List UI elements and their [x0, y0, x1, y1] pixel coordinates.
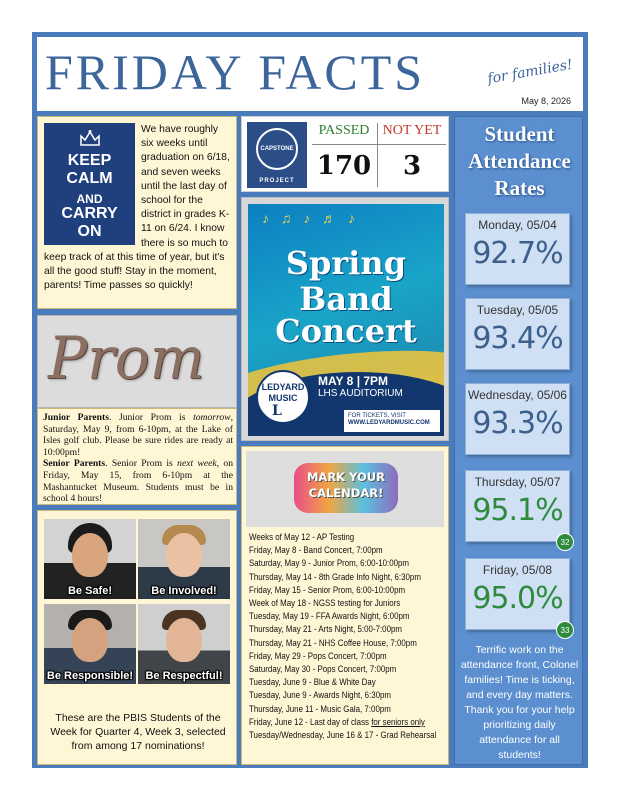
keep-calm-text-wrap [44, 123, 232, 293]
senior-rest: , on Friday, May 15, from 6-10pm at the Mashantucket Museum. Students must be in school 4 hours! [43, 458, 233, 505]
attendance-card [465, 470, 570, 547]
calendar-item: Saturday, May 9 - Junior Prom, 6:00-10:00pm [249, 558, 410, 569]
calendar-item: Tuesday, May 19 - FFA Awards Night, 6:00pm [249, 611, 410, 622]
prom-panel [37, 408, 237, 505]
photo-label: Be Respectful! [145, 670, 223, 682]
attendance-panel [454, 116, 583, 765]
music-notes-icon: ♪ ♫ ♪ ♬ ♪ [262, 210, 360, 226]
poster-title: Spring [285, 244, 407, 282]
calendar-item-text: Friday, June 12 - Last day of class [249, 716, 372, 727]
calendar-panel [241, 446, 449, 765]
not-yet-count: 3 [402, 151, 422, 181]
face-shape [166, 618, 202, 662]
attendance-day: Monday, 05/04 [478, 218, 557, 232]
attendance-rate: 93.3% [472, 406, 563, 441]
attendance-card [465, 213, 570, 285]
junior-label: Junior Parents [43, 412, 109, 423]
capstone-logo-text: CAPSTONE [256, 128, 298, 170]
attendance-card [465, 383, 570, 455]
student-photo [44, 519, 136, 599]
calendar-item: Tuesday/Wednesday, June 16 & 17 - Grad Rehearsal [249, 730, 437, 741]
logo-text: LEDYARD [261, 382, 305, 392]
ticket-text: FOR TICKETS, VISIT [348, 413, 406, 419]
calm-line: CALM [66, 170, 113, 187]
attendance-rate: 95.0% [472, 581, 563, 616]
page-title: FRIDAY FACTS [45, 44, 426, 100]
concert-date: MAY 8 | 7PM [318, 374, 389, 388]
calm-line: ON [77, 223, 102, 240]
capstone-logo [247, 122, 307, 188]
junior-text: . Junior Prom is [108, 412, 194, 423]
logo-letter: L [272, 403, 282, 419]
senior-text: . Senior Prom is [105, 458, 178, 470]
calendar-item: Friday, May 8 - Band Concert, 7:00pm [249, 545, 383, 556]
pbis-caption: These are the PBIS Students of the Week for Quarter 4, Week 3, selected from among 17 nominations! [50, 712, 226, 752]
calm-line: AND [76, 192, 103, 206]
attendance-day: Wednesday, 05/06 [468, 388, 567, 402]
calendar-item [249, 716, 427, 729]
calendar-item: Saturday, May 30 - Pops Concert, 7:00pm [249, 664, 397, 675]
student-photo [138, 604, 230, 684]
senior-em: next week [177, 458, 217, 470]
tagline: for families! [486, 56, 574, 88]
attendance-day: Tuesday, 05/05 [476, 303, 559, 317]
ticket-url: WWW.LEDYARDMUSIC.COM [348, 420, 430, 426]
student-photo [138, 519, 230, 599]
calendar-item: Friday, May 29 - Pops Concert, 7:00pm [249, 650, 387, 661]
attendance-title-line: Student [484, 122, 555, 146]
junior-em: tomorrow [193, 412, 231, 423]
calendar-item-underlined: for seniors only [371, 716, 425, 727]
calendar-item: Week of May 18 - NGSS testing for Juniors [249, 598, 401, 609]
calendar-list [249, 531, 447, 742]
ledyard-music-logo [256, 370, 310, 424]
table-divider [312, 144, 446, 145]
attendance-badge: 33 [556, 621, 574, 639]
not-yet-label: NOT YET [382, 123, 442, 138]
calendar-item: Weeks of May 12 - AP Testing [249, 532, 355, 542]
photo-label: Be Involved! [151, 585, 217, 597]
header [37, 37, 583, 111]
poster-title: Concert [275, 312, 417, 350]
issue-date: May 8, 2026 [521, 96, 571, 106]
calendar-banner-text: MARK YOUR CALENDAR! [306, 470, 385, 500]
band-concert-poster [248, 204, 444, 436]
prom-text [43, 412, 233, 505]
calendar-item: Thursday, June 11 - Music Gala, 7:00pm [249, 703, 391, 714]
attendance-day: Friday, 05/08 [482, 563, 553, 577]
calendar-item: Thursday, May 14 - 8th Grade Info Night, 6:30pm [249, 571, 421, 582]
attendance-rate: 92.7% [472, 236, 563, 271]
passed-count: 170 [316, 151, 372, 181]
poster-title: Band [299, 280, 393, 318]
calendar-item: Thursday, May 21 - NHS Coffee House, 7:00pm [249, 637, 417, 648]
attendance-title-line: Attendance [468, 149, 571, 173]
concert-venue: LHS AUDITORIUM [318, 388, 403, 399]
face-shape [166, 533, 202, 577]
logo-text: MUSIC [268, 393, 298, 403]
attendance-note: Terrific work on the attendance front, Colonel families! Time is ticking, and every day matters. Thank you for your help prioritizing daily attendance for all students! [460, 644, 579, 761]
attendance-badge: 32 [556, 533, 574, 551]
attendance-rate: 93.4% [472, 321, 563, 356]
attendance-card [465, 558, 570, 635]
calendar-item: Thursday, May 21 - Arts Night, 5:00-7:00pm [249, 624, 402, 635]
keep-calm-panel [37, 116, 237, 309]
calendar-item: Tuesday, June 9 - Blue & White Day [249, 677, 376, 688]
prom-word: Prom [48, 324, 205, 392]
attendance-day: Thursday, 05/07 [474, 475, 561, 489]
calendar-banner [246, 451, 444, 527]
attendance-card [465, 298, 570, 370]
photo-label: Be Responsible! [46, 670, 134, 682]
attendance-title [455, 121, 584, 202]
band-concert-panel [241, 197, 449, 441]
capstone-panel [241, 116, 449, 192]
ticket-info [344, 410, 440, 432]
senior-label: Senior Parents [43, 458, 106, 470]
junior-rest: , Saturday, May 9, from 6-10pm, at the Lake of Isles golf club. Please be sure rides are ready at 10:00pm! [43, 412, 233, 458]
face-shape [72, 533, 108, 577]
passed-label: PASSED [318, 123, 370, 138]
pbis-panel [37, 510, 237, 765]
face-shape [72, 618, 108, 662]
photo-label: Be Safe! [67, 585, 113, 597]
calm-line: CARRY [61, 205, 118, 222]
calm-line: KEEP [67, 152, 112, 169]
prom-image [37, 315, 237, 408]
calendar-item: Friday, May 15 - Senior Prom, 6:00-10:00pm [249, 584, 406, 595]
attendance-rate: 95.1% [472, 493, 563, 528]
capstone-logo-sub: PROJECT [259, 178, 295, 184]
keep-calm-text: We have roughly six weeks until graduation on 6/18, and seven weeks until the last day of school for the district in grades K-11 on 6/24. I know there is so much to keep track of at this time of year, but it's all the good stuff! Stay in the moment, parents! Time passes so quickly! [44, 124, 230, 292]
student-photo [44, 604, 136, 684]
calendar-item: Tuesday, June 9 - Awards Night, 6:30pm [249, 690, 392, 701]
attendance-title-line: Rates [494, 176, 545, 200]
